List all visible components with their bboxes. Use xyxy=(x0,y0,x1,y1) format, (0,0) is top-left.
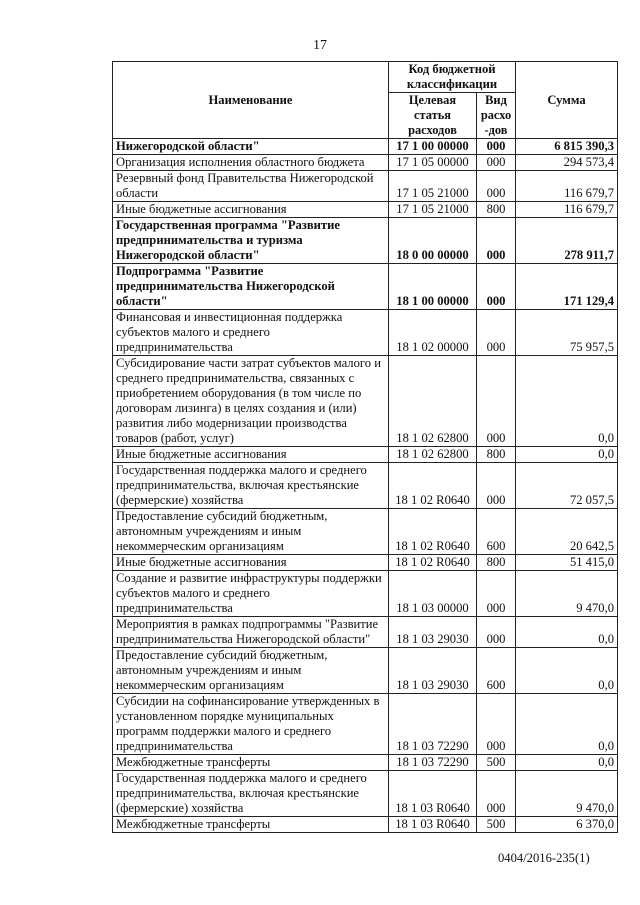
table-row xyxy=(113,310,618,356)
table-row xyxy=(113,356,618,447)
row-code: 18 1 02 62800 xyxy=(389,447,477,463)
row-code: 18 1 03 R0640 xyxy=(389,771,477,817)
table-body xyxy=(113,139,618,833)
row-name: Государственная поддержка малого и среднего предпринимательства, включая крестьянские (фермерские) хозяйства xyxy=(113,463,389,509)
row-sum: 6 370,0 xyxy=(516,817,618,833)
row-kind: 000 xyxy=(477,356,516,447)
row-sum: 171 129,4 xyxy=(516,264,618,310)
row-code: 18 1 03 29030 xyxy=(389,617,477,648)
page-number: 17 xyxy=(313,38,327,53)
row-name: Субсидии на софинансирование утвержденных в установленном порядке муниципальных программ поддержки малого и среднего предпринимательства xyxy=(113,694,389,755)
table-row xyxy=(113,694,618,755)
row-code: 18 1 02 00000 xyxy=(389,310,477,356)
row-sum: 0,0 xyxy=(516,694,618,755)
row-code: 17 1 05 00000 xyxy=(389,155,477,171)
header-expense-kind: Вид расхо -дов xyxy=(477,93,516,139)
table-row xyxy=(113,648,618,694)
row-sum: 0,0 xyxy=(516,356,618,447)
row-sum: 6 815 390,3 xyxy=(516,139,618,155)
row-code: 18 1 00 00000 xyxy=(389,264,477,310)
header-name: Наименование xyxy=(113,62,389,139)
row-name: Резервный фонд Правительства Нижегородской области xyxy=(113,171,389,202)
row-kind: 000 xyxy=(477,139,516,155)
row-name: Создание и развитие инфраструктуры поддержки субъектов малого и среднего предпринимательства xyxy=(113,571,389,617)
table-row xyxy=(113,218,618,264)
table-row xyxy=(113,617,618,648)
row-name: Подпрограмма "Развитие предпринимательства Нижегородской области" xyxy=(113,264,389,310)
row-name: Межбюджетные трансферты xyxy=(113,817,389,833)
row-name: Предоставление субсидий бюджетным, автономным учреждениям и иным некоммерческим организациям xyxy=(113,509,389,555)
row-sum: 0,0 xyxy=(516,447,618,463)
row-kind: 600 xyxy=(477,509,516,555)
row-sum: 116 679,7 xyxy=(516,202,618,218)
row-code: 17 1 05 21000 xyxy=(389,171,477,202)
row-kind: 000 xyxy=(477,264,516,310)
row-code: 18 0 00 00000 xyxy=(389,218,477,264)
row-sum: 278 911,7 xyxy=(516,218,618,264)
row-sum: 294 573,4 xyxy=(516,155,618,171)
row-name: Межбюджетные трансферты xyxy=(113,755,389,771)
table-row xyxy=(113,171,618,202)
row-name: Государственная программа "Развитие предпринимательства и туризма Нижегородской области" xyxy=(113,218,389,264)
row-sum: 0,0 xyxy=(516,648,618,694)
row-sum: 51 415,0 xyxy=(516,555,618,571)
row-kind: 000 xyxy=(477,218,516,264)
row-code: 18 1 02 62800 xyxy=(389,356,477,447)
table-row xyxy=(113,463,618,509)
row-kind: 000 xyxy=(477,771,516,817)
row-code: 18 1 02 R0640 xyxy=(389,509,477,555)
row-sum: 72 057,5 xyxy=(516,463,618,509)
table-row xyxy=(113,447,618,463)
row-code: 18 1 02 R0640 xyxy=(389,463,477,509)
row-sum: 0,0 xyxy=(516,755,618,771)
table-row xyxy=(113,202,618,218)
row-code: 18 1 02 R0640 xyxy=(389,555,477,571)
row-code: 18 1 03 29030 xyxy=(389,648,477,694)
row-kind: 500 xyxy=(477,755,516,771)
table-row xyxy=(113,571,618,617)
row-name: Организация исполнения областного бюджета xyxy=(113,155,389,171)
row-name: Иные бюджетные ассигнования xyxy=(113,202,389,218)
table-row xyxy=(113,155,618,171)
table-row xyxy=(113,755,618,771)
table-row xyxy=(113,771,618,817)
row-name: Иные бюджетные ассигнования xyxy=(113,555,389,571)
row-kind: 000 xyxy=(477,310,516,356)
header-sum: Сумма xyxy=(516,62,618,139)
row-code: 18 1 03 R0640 xyxy=(389,817,477,833)
row-sum: 0,0 xyxy=(516,617,618,648)
table-header xyxy=(113,62,618,139)
row-sum: 116 679,7 xyxy=(516,171,618,202)
row-code: 18 1 03 00000 xyxy=(389,571,477,617)
row-name: Мероприятия в рамках подпрограммы "Развитие предпринимательства Нижегородской области" xyxy=(113,617,389,648)
row-name: Нижегородской области" xyxy=(113,139,389,155)
row-code: 17 1 00 00000 xyxy=(389,139,477,155)
row-kind: 000 xyxy=(477,571,516,617)
row-kind: 800 xyxy=(477,555,516,571)
row-sum: 20 642,5 xyxy=(516,509,618,555)
row-code: 18 1 03 72290 xyxy=(389,755,477,771)
row-kind: 000 xyxy=(477,155,516,171)
row-name: Государственная поддержка малого и среднего предпринимательства, включая крестьянские (фермерские) хозяйства xyxy=(113,771,389,817)
row-kind: 800 xyxy=(477,202,516,218)
row-sum: 9 470,0 xyxy=(516,771,618,817)
row-sum: 9 470,0 xyxy=(516,571,618,617)
row-code: 17 1 05 21000 xyxy=(389,202,477,218)
document-id: 0404/2016-235(1) xyxy=(498,851,590,865)
row-name: Субсидирование части затрат субъектов малого и среднего предпринимательства, связанных с приобретением оборудования (в том числе по договорам лизинга) в целях создания и (или) развития либо модернизации производства товаров (работ, услуг) xyxy=(113,356,389,447)
table-row xyxy=(113,264,618,310)
row-name: Предоставление субсидий бюджетным, автономным учреждениям и иным некоммерческим организациям xyxy=(113,648,389,694)
header-classification: Код бюджетной классификации xyxy=(389,62,516,93)
row-name: Финансовая и инвестиционная поддержка субъектов малого и среднего предпринимательства xyxy=(113,310,389,356)
table-row xyxy=(113,139,618,155)
header-target-article: Целевая статья расходов xyxy=(389,93,477,139)
row-kind: 000 xyxy=(477,694,516,755)
row-kind: 500 xyxy=(477,817,516,833)
table-row xyxy=(113,555,618,571)
table-row xyxy=(113,817,618,833)
row-kind: 800 xyxy=(477,447,516,463)
row-sum: 75 957,5 xyxy=(516,310,618,356)
row-kind: 600 xyxy=(477,648,516,694)
row-code: 18 1 03 72290 xyxy=(389,694,477,755)
row-kind: 000 xyxy=(477,463,516,509)
row-kind: 000 xyxy=(477,617,516,648)
row-kind: 000 xyxy=(477,171,516,202)
row-name: Иные бюджетные ассигнования xyxy=(113,447,389,463)
budget-table xyxy=(112,61,618,833)
table-row xyxy=(113,509,618,555)
